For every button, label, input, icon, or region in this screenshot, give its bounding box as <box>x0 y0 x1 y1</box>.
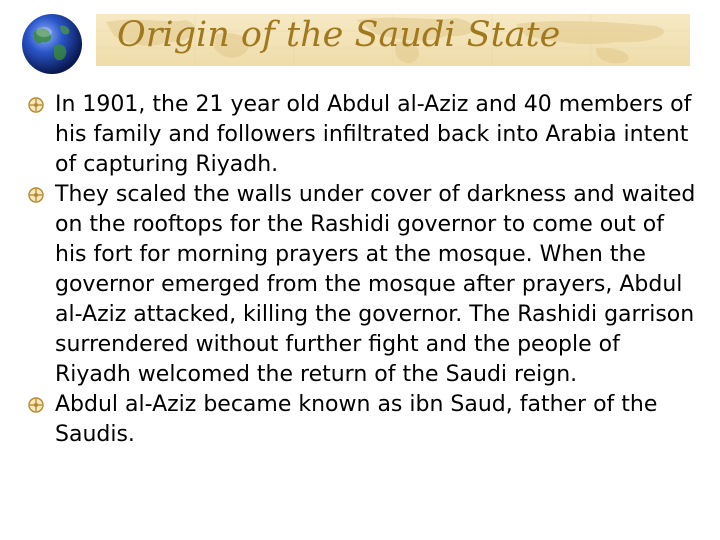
bullet-list <box>28 90 700 450</box>
list-item <box>28 180 700 390</box>
bullet-text: They scaled the walls under cover of darkness and waited on the rooftops for the Rashidi governor to come out of his fort for morning prayers at the mosque. When the governor emerged from the mosque after prayers, Abdul al-Aziz attacked, killing the governor. The Rashidi garrison surrendered without further fight and the people of Riyadh welcomed the return of the Saudi reign. <box>55 182 696 387</box>
compass-bullet-icon <box>28 187 44 203</box>
bullet-text: In 1901, the 21 year old Abdul al-Aziz and 40 members of his family and followers infiltrated back into Arabia intent of capturing Riyadh. <box>55 92 692 177</box>
compass-bullet-icon <box>28 97 44 113</box>
list-item <box>28 90 700 180</box>
globe-icon <box>20 12 84 76</box>
bullet-text: Abdul al-Aziz became known as ibn Saud, father of the Saudis. <box>55 392 658 447</box>
list-item <box>28 390 700 450</box>
compass-bullet-icon <box>28 397 44 413</box>
slide-title: Origin of the Saudi State <box>117 15 561 55</box>
